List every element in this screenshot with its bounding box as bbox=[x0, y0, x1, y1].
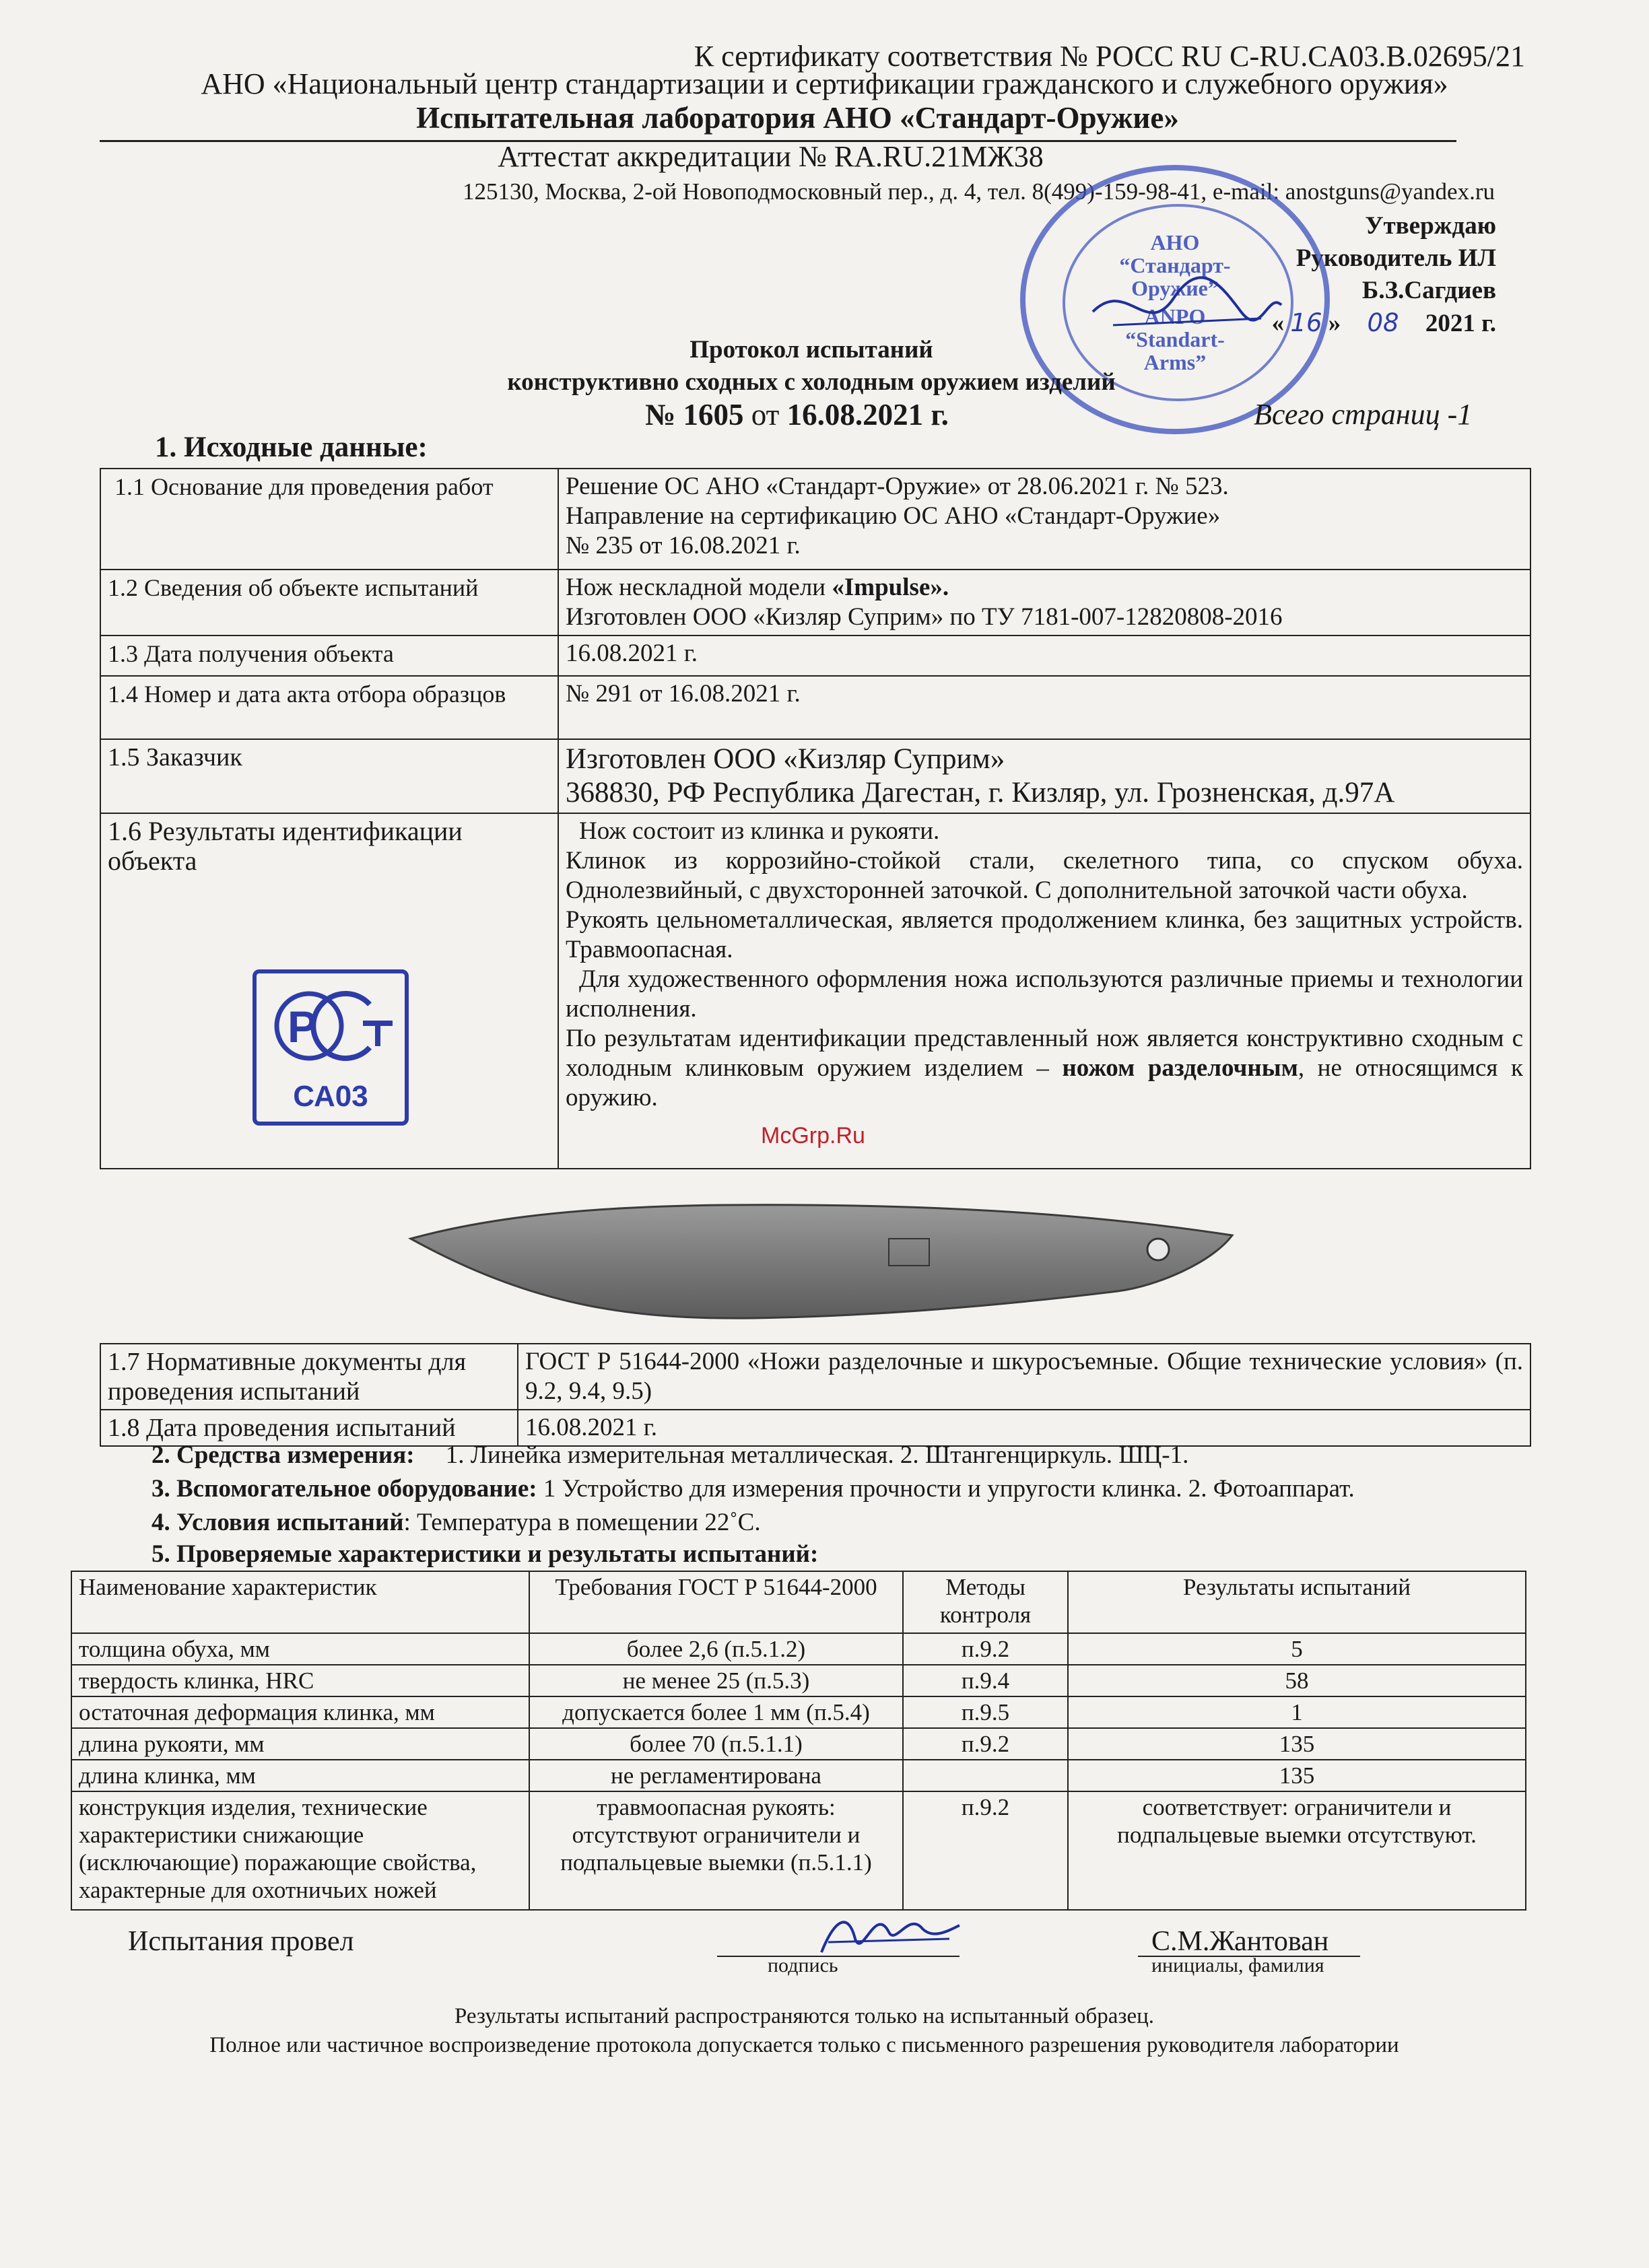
performed-by-label: Испытания провел bbox=[128, 1926, 354, 1957]
cell: толщина обуха, мм bbox=[71, 1633, 529, 1665]
cell: соответствует: ограничители и подпальцевые выемки отсутствуют. bbox=[1068, 1791, 1526, 1910]
protocol-title: Протокол испытаний bbox=[689, 336, 933, 364]
rst-code: СА03 bbox=[293, 1080, 368, 1113]
cell: более 70 (п.5.1.1) bbox=[529, 1728, 903, 1760]
cell: п.9.2 bbox=[903, 1633, 1068, 1665]
table-row bbox=[71, 1696, 1526, 1728]
row-value: 16.08.2021 г. bbox=[558, 635, 1530, 676]
protocol-subtitle: конструктивно сходных с холодным оружием изделий bbox=[507, 368, 1116, 396]
cell: п.9.4 bbox=[903, 1665, 1068, 1696]
cell: более 2,6 (п.5.1.2) bbox=[529, 1633, 903, 1665]
seal-line-6: Arms” bbox=[1143, 350, 1207, 374]
approval-day: 16 bbox=[1290, 308, 1322, 337]
row-value: ГОСТ Р 51644-2000 «Ножи разделочные и шкуросъемные. Общие технические условия» (п. 9.2, 9.4, 9.5) bbox=[518, 1344, 1530, 1410]
cell: 58 bbox=[1068, 1665, 1526, 1696]
row-value: № 291 от 16.08.2021 г. bbox=[558, 676, 1530, 739]
pages-count: Всего страниц -1 bbox=[1254, 398, 1473, 431]
cell: 135 bbox=[1068, 1760, 1526, 1791]
name-caption: инициалы, фамилия bbox=[1151, 1954, 1324, 1977]
cell: остаточная деформация клинка, мм bbox=[71, 1696, 529, 1728]
signature-caption: подпись bbox=[768, 1954, 838, 1977]
row-label: 1.5 Заказчик bbox=[100, 739, 558, 813]
table-row bbox=[100, 676, 1530, 739]
lab-address: 125130, Москва, 2-ой Новоподмосковный пер., д. 4, тел. 8(499)-159-98-41, e-mail: anostguns@yandex.ru bbox=[463, 178, 1495, 205]
col-header: Результаты испытаний bbox=[1068, 1571, 1526, 1633]
approval-month: 08 bbox=[1367, 308, 1399, 337]
accreditation: Аттестат аккредитации № RA.RU.21МЖ38 bbox=[498, 140, 1044, 173]
row-label: 1.8 Дата проведения испытаний bbox=[100, 1410, 518, 1446]
table-row bbox=[100, 635, 1530, 676]
row-label: 1.2 Сведения об объекте испытаний bbox=[100, 570, 558, 635]
row-label: 1.1 Основание для проведения работ bbox=[100, 469, 558, 570]
norms-table bbox=[100, 1343, 1531, 1447]
certificate-ref: К сертификату соответствия № РОСС RU C-RU.CA03.B.02695/21 bbox=[694, 40, 1525, 73]
cell: 1 bbox=[1068, 1696, 1526, 1728]
table-row bbox=[100, 739, 1530, 813]
knife-photo-icon bbox=[404, 1198, 1239, 1340]
rst-certification-stamp bbox=[253, 969, 409, 1126]
section5: 5. Проверяемые характеристики и результаты испытаний: bbox=[152, 1540, 819, 1568]
cell: твердость клинка, HRC bbox=[71, 1665, 529, 1696]
section4: 4. Условия испытаний: Температура в помещении 22˚С. bbox=[152, 1509, 761, 1536]
approval-head: Руководитель ИЛ bbox=[1295, 244, 1496, 272]
table-row bbox=[71, 1665, 1526, 1696]
table-row bbox=[71, 1633, 1526, 1665]
svg-text:Р: Р bbox=[288, 1002, 318, 1052]
row-label: 1.6 Результаты идентификации объекта bbox=[100, 813, 558, 1169]
table-row bbox=[71, 1791, 1526, 1910]
cell bbox=[903, 1760, 1068, 1791]
table-header-row bbox=[71, 1571, 1526, 1633]
row-label: 1.3 Дата получения объекта bbox=[100, 635, 558, 676]
row-value: Решение ОС АНО «Стандарт-Оружие» от 28.06.2021 г. № 523. Направление на сертификацию ОС АНО «Стандарт-Оружие» № 235 от 16.08.2021 г. bbox=[558, 469, 1530, 570]
cell: конструкция изделия, технические характеристики снижающие (исключающие) поражающие свойства, характерные для охотничьих ножей bbox=[71, 1791, 529, 1910]
date-close: » bbox=[1328, 310, 1341, 337]
seal-line-4: ANPO bbox=[1144, 304, 1206, 329]
section3: 3. Вспомогательное оборудование: 1 Устройство для измерения прочности и упругости клинка. 2. Фотоаппарат. bbox=[152, 1475, 1355, 1503]
cell: п.9.2 bbox=[903, 1728, 1068, 1760]
seal-line-1: АНО bbox=[1150, 230, 1200, 254]
watermark: McGrp.Ru bbox=[761, 1123, 865, 1148]
seal-line-5: “Standart- bbox=[1125, 327, 1225, 351]
cell: п.9.5 bbox=[903, 1696, 1068, 1728]
cell: 135 bbox=[1068, 1728, 1526, 1760]
row-label: 1.7 Нормативные документы для проведения испытаний bbox=[100, 1344, 518, 1410]
knife-model: «Impulse». bbox=[832, 574, 949, 601]
cell: длина рукояти, мм bbox=[71, 1728, 529, 1760]
identification-results: Нож состоит из клинка и рукояти. Клинок из коррозийно-стойкой стали, скелетного типа, со спуском обуха. Однолезвийный, с двухсторонней заточкой. С дополнительной заточкой части обуха. Рукоять цельнометаллическая, является продолжением клинка, без защитных устройств. Травмоопасная. Для художественного оформления ножа используются различные приемы и технологии исполнения. По результатам идентификации представленный нож является конструктивно сходным с холодным клинковым оружием изделием – ножом разделочным, не относящимся к оружию. bbox=[558, 813, 1530, 1169]
table-row bbox=[100, 570, 1530, 635]
table-row bbox=[100, 1344, 1530, 1410]
approval-label: Утверждаю bbox=[1365, 212, 1496, 240]
cell: допускается более 1 мм (п.5.4) bbox=[529, 1696, 903, 1728]
results-table bbox=[71, 1571, 1526, 1911]
section1-heading: 1. Исходные данные: bbox=[155, 432, 428, 463]
lab-name: Испытательная лаборатория АНО «Стандарт-Оружие» bbox=[416, 101, 1179, 135]
table-row bbox=[71, 1760, 1526, 1791]
table-row bbox=[100, 469, 1530, 570]
org-name: АНО «Национальный центр стандартизации и сертификации гражданского и служебного оружия» bbox=[201, 67, 1448, 100]
section2: 2. Средства измерения: 1. Линейка измерительная металлическая. 2. Штангенциркуль. ШЦ-1. bbox=[152, 1441, 1189, 1469]
date-open: « bbox=[1271, 310, 1285, 337]
approval-year: 2021 г. bbox=[1425, 310, 1496, 337]
tester-name: С.М.Жантован bbox=[1151, 1926, 1329, 1957]
footer-note-1: Результаты испытаний распространяются только на испытанный образец. bbox=[454, 2004, 1155, 2028]
rst-logo-icon bbox=[269, 986, 393, 1066]
footer-note-2: Полное или частичное воспроизведение протокола допускается только с письменного разрешения руководителя лаборатории bbox=[209, 2033, 1399, 2057]
row-value: Изготовлен ООО «Кизляр Суприм» 368830, РФ Республика Дагестан, г. Кизляр, ул. Грозненская, д.97А bbox=[558, 739, 1530, 813]
cell: п.9.2 bbox=[903, 1791, 1068, 1910]
cell: не регламентирована bbox=[529, 1760, 903, 1791]
seal-line-3: Оружие” bbox=[1131, 276, 1219, 300]
cell: не менее 25 (п.5.3) bbox=[529, 1665, 903, 1696]
col-header: Методы контроля bbox=[903, 1571, 1068, 1633]
cell: травмоопасная рукоять: отсутствуют ограничители и подпальцевые выемки (п.5.1.1) bbox=[529, 1791, 903, 1910]
col-header: Наименование характеристик bbox=[71, 1571, 529, 1633]
row-value: Нож нескладной модели «Impulse». Изготовлен ООО «Кизляр Суприм» по ТУ 7181-007-12820808-2016 bbox=[558, 570, 1530, 635]
approval-name: Б.З.Сагдиев bbox=[1361, 277, 1496, 304]
cell: 5 bbox=[1068, 1633, 1526, 1665]
protocol-number: № 1605 от 16.08.2021 г. bbox=[645, 398, 949, 432]
seal-line-2: “Стандарт- bbox=[1119, 253, 1231, 277]
cell: длина клинка, мм bbox=[71, 1760, 529, 1791]
row-label: 1.4 Номер и дата акта отбора образцов bbox=[100, 676, 558, 739]
col-header: Требования ГОСТ Р 51644-2000 bbox=[529, 1571, 903, 1633]
table-row bbox=[71, 1728, 1526, 1760]
row-value: 16.08.2021 г. bbox=[518, 1410, 1530, 1446]
